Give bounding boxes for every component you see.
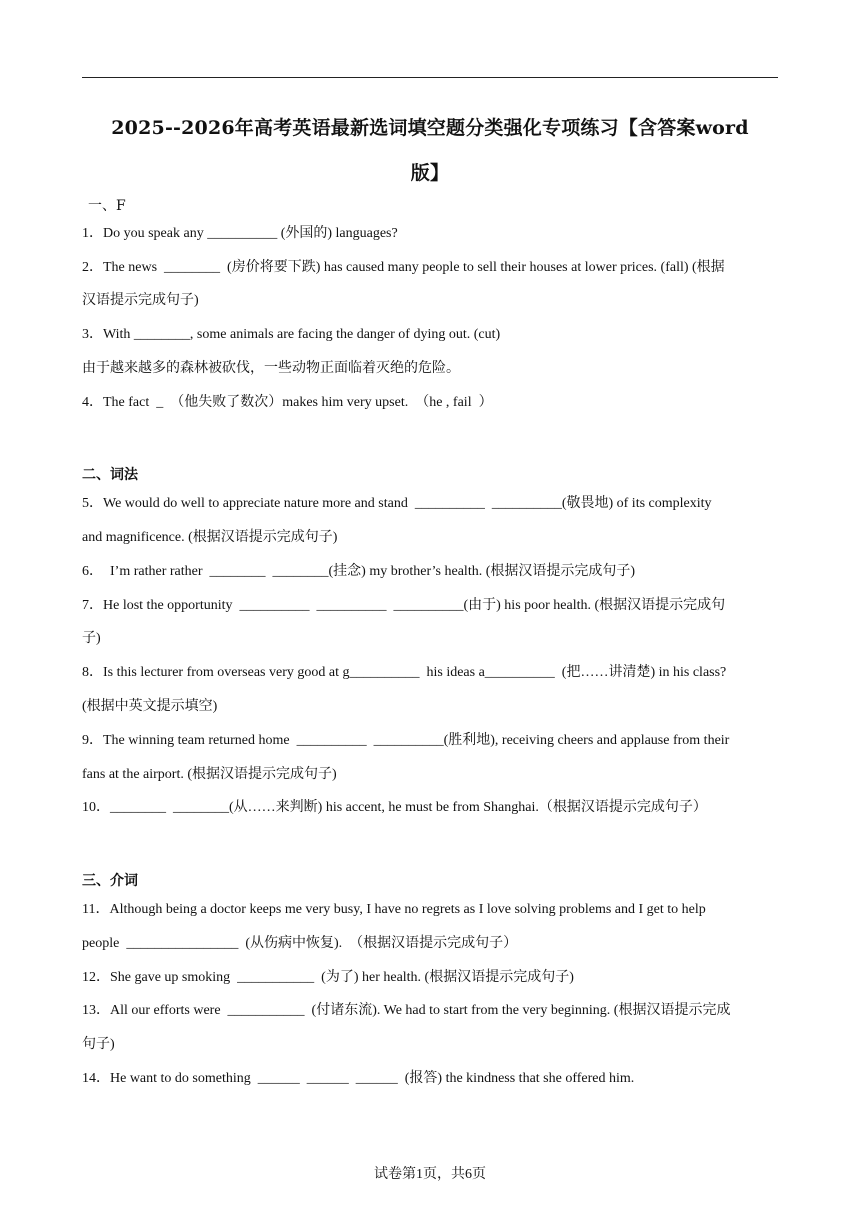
question-11: 11．Although being a doctor keeps me very busy, I have no regrets as I love solving problems and I get to help	[82, 902, 706, 917]
question-4: 4．The fact _ （他失败了数次）makes him very upset. （he , fail ）	[82, 395, 493, 410]
question-1: 1．Do you speak any __________ (外国的) languages?	[82, 226, 398, 241]
section-heading-3: 三、介词	[82, 873, 138, 889]
question-2: 2．The news ________ (房价将要下跌) has caused many people to sell their houses at lower prices. (fall) (根据	[82, 260, 725, 275]
question-12: 12．She gave up smoking ___________ (为了) her health. (根据汉语提示完成句子)	[82, 970, 574, 985]
question-14: 14．He want to do something ______ ______ ______ (报答) the kindness that she offered him.	[82, 1071, 635, 1086]
section-heading-2: 二、词法	[82, 467, 138, 483]
document-title-line-1: 2025--2026年高考英语最新选词填空题分类强化专项练习【含答案word	[111, 117, 749, 139]
document-title-line-2: 版】	[410, 162, 450, 184]
question-3-translation: 由于越来越多的森林被砍伐，一些动物正面临着灭绝的危险。	[82, 361, 460, 376]
question-7-cont: 子)	[82, 631, 101, 646]
question-5-cont: and magnificence. (根据汉语提示完成句子)	[82, 530, 338, 545]
question-9-cont: fans at the airport. (根据汉语提示完成句子)	[82, 767, 337, 782]
question-13: 13．All our efforts were ___________ (付诸东流). We had to start from the very beginning. (根据汉语提示完成	[82, 1003, 731, 1018]
question-8: 8．Is this lecturer from overseas very good at g__________ his ideas a__________ (把……讲清楚) in his class?	[82, 665, 727, 680]
header-rule	[82, 77, 778, 78]
question-9: 9．The winning team returned home __________ __________(胜利地), receiving cheers and applause from their	[82, 733, 730, 748]
question-13-cont: 句子)	[82, 1037, 115, 1052]
question-3: 3．With ________, some animals are facing the danger of dying out. (cut)	[82, 327, 501, 342]
page-footer: 试卷第1页，共6页	[374, 1167, 486, 1182]
section-heading-1: 一、F	[88, 198, 126, 214]
question-11-cont: people ________________ (从伤病中恢复). （根据汉语提示完成句子）	[82, 936, 518, 951]
question-10: 10．________ ________(从……来判断) his accent, he must be from Shanghai.（根据汉语提示完成句子）	[82, 800, 707, 815]
question-8-cont: (根据中英文提示填空)	[82, 699, 218, 714]
question-6: 6． I’m rather rather ________ ________(挂念) my brother’s health. (根据汉语提示完成句子)	[82, 564, 636, 579]
question-5: 5．We would do well to appreciate nature more and stand __________ __________(敬畏地) of its complexity	[82, 496, 712, 511]
question-2-cont: 汉语提示完成句子)	[82, 293, 199, 308]
question-7: 7．He lost the opportunity __________ __________ __________(由于) his poor health. (根据汉语提示完成句	[82, 598, 726, 613]
